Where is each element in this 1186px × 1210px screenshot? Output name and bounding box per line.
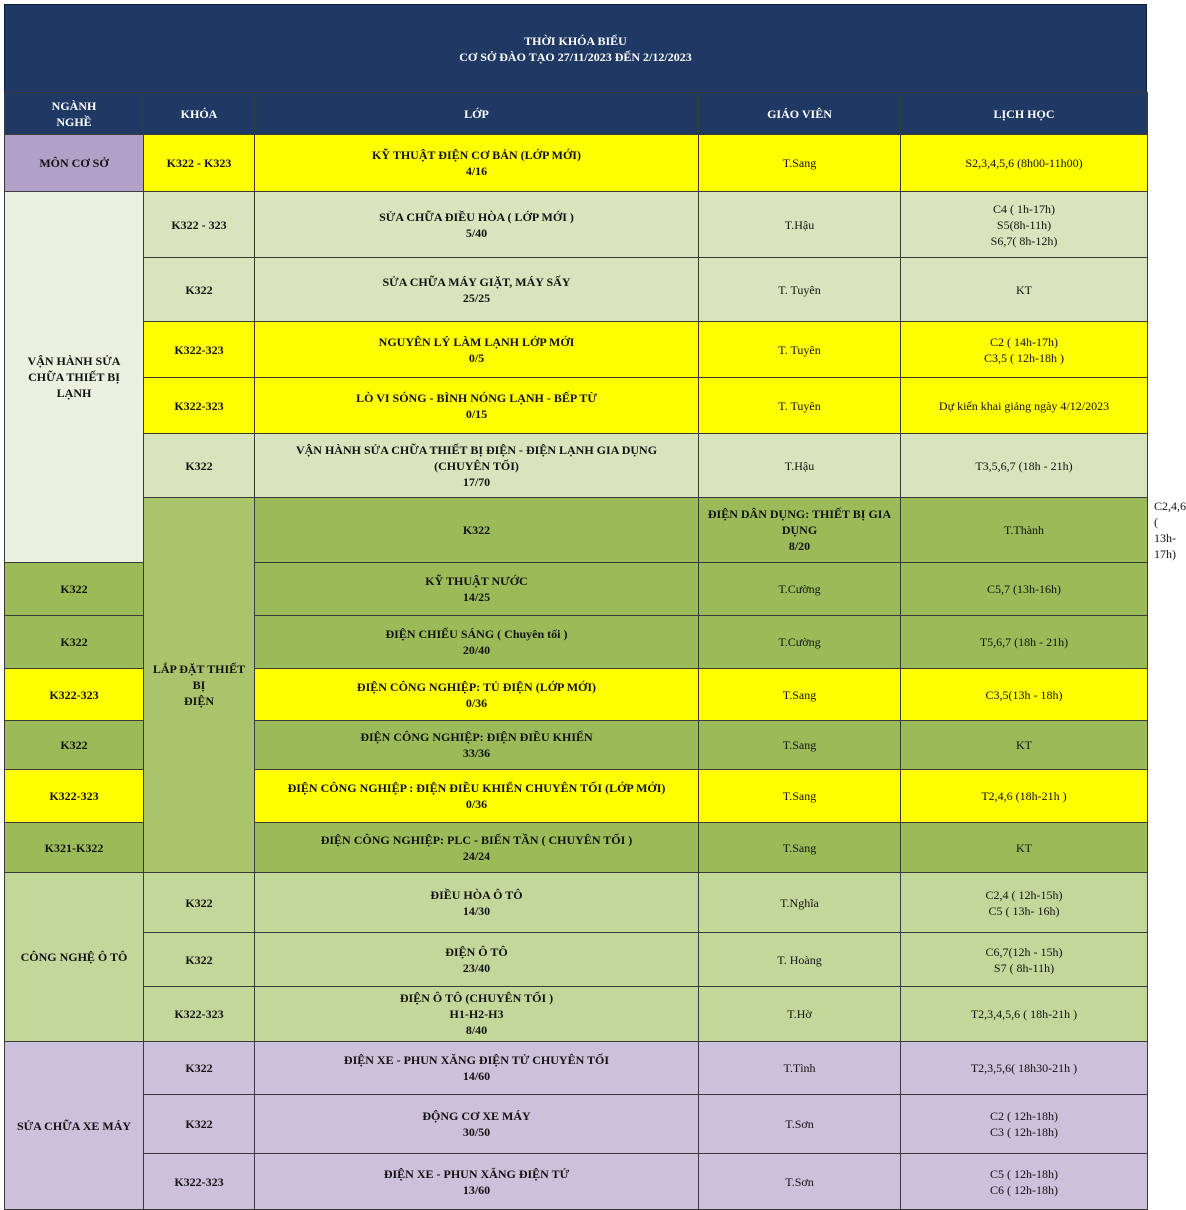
lop-cell: ĐIỆN CÔNG NGHIỆP : ĐIỆN ĐIỀU KHIỂN CHUYÊN TỐI (LỚP MỚI) 0/36 [255, 770, 699, 823]
khoa-cell: K322 [5, 563, 144, 616]
giao-vien-cell: T.Cường [699, 563, 901, 616]
lop-cell: NGUYÊN LÝ LÀM LẠNH LỚP MỚI 0/5 [255, 322, 699, 378]
khoa-cell: K322 [255, 498, 699, 563]
title-line-2: CƠ SỞ ĐÀO TẠO 27/11/2023 ĐẾN 2/12/2023 [459, 50, 692, 64]
lich-hoc-cell: T2,3,4,5,6 ( 18h-21h ) [901, 987, 1148, 1042]
lop-cell: ĐỘNG CƠ XE MÁY 30/50 [255, 1095, 699, 1154]
giao-vien-cell: T.Hậu [699, 192, 901, 258]
timetable-title [4, 4, 1147, 94]
giao-vien-cell: T.Sang [699, 721, 901, 770]
header-lich-hoc: LỊCH HỌC [901, 93, 1148, 135]
lop-cell: ĐIỀU HÒA Ô TÔ 14/30 [255, 873, 699, 933]
lich-hoc-cell: C4 ( 1h-17h) S5(8h-11h) S6,7( 8h-12h) [901, 192, 1148, 258]
lich-hoc-cell: C5,7 (13h-16h) [901, 563, 1148, 616]
lich-hoc-cell: KT [901, 258, 1148, 322]
khoa-cell: K322-323 [144, 1154, 255, 1210]
lop-cell: SỬA CHỮA MÁY GIẶT, MÁY SẤY 25/25 [255, 258, 699, 322]
khoa-cell: K322 [144, 933, 255, 987]
group-lap-dat-thiet-bi-dien: LẮP ĐẶT THIẾT BỊ ĐIỆN [144, 498, 255, 873]
lich-hoc-cell: C6,7(12h - 15h) S7 ( 8h-11h) [901, 933, 1148, 987]
khoa-cell: K321-K322 [5, 823, 144, 873]
header-khoa: KHÓA [144, 93, 255, 135]
lich-hoc-cell: KT [901, 721, 1148, 770]
lich-hoc-cell: C5 ( 12h-18h) C6 ( 12h-18h) [901, 1154, 1148, 1210]
table-row [5, 434, 1148, 498]
giao-vien-cell: T.Sơn [699, 1154, 901, 1210]
lich-hoc-cell: S2,3,4,5,6 (8h00-11h00) [901, 135, 1148, 192]
lich-hoc-cell: KT [901, 823, 1148, 873]
giao-vien-cell: T. Tuyên [699, 322, 901, 378]
lich-hoc-cell: T5,6,7 (18h - 21h) [901, 616, 1148, 669]
lop-cell: KỸ THUẬT NƯỚC 14/25 [255, 563, 699, 616]
table-row [5, 1095, 1148, 1154]
lop-cell: ĐIỆN Ô TÔ (CHUYÊN TỐI ) H1-H2-H3 8/40 [255, 987, 699, 1042]
lop-cell: ĐIỆN CÔNG NGHIỆP: PLC - BIẾN TẦN ( CHUYÊN TỐI ) 24/24 [255, 823, 699, 873]
group-cong-nghe-o-to: CÔNG NGHỆ Ô TÔ [5, 873, 144, 1042]
giao-vien-cell: T.Hờ [699, 987, 901, 1042]
lich-hoc-cell: T2,4,6 (18h-21h ) [901, 770, 1148, 823]
table-row [5, 1042, 1148, 1095]
khoa-cell: K322 [144, 434, 255, 498]
header-lop: LỚP [255, 93, 699, 135]
table-row [5, 378, 1148, 434]
lop-cell: LÒ VI SÓNG - BÌNH NÓNG LẠNH - BẾP TỪ 0/15 [255, 378, 699, 434]
lop-cell: ĐIỆN Ô TÔ 23/40 [255, 933, 699, 987]
group-mon-co-so: MÔN CƠ SỞ [5, 135, 144, 192]
khoa-cell: K322-323 [144, 322, 255, 378]
giao-vien-cell: T.Hậu [699, 434, 901, 498]
lop-cell: ĐIỆN CHIẾU SÁNG ( Chuyên tối ) 20/40 [255, 616, 699, 669]
header-giao-vien: GIÁO VIÊN [699, 93, 901, 135]
lop-cell: ĐIỆN CÔNG NGHIỆP: TỦ ĐIỆN (LỚP MỚI) 0/36 [255, 669, 699, 721]
header-row [5, 93, 1148, 135]
timetable [4, 92, 1186, 1210]
table-row [5, 933, 1148, 987]
table-row [5, 322, 1148, 378]
lich-hoc-cell: Dự kiến khai giảng ngày 4/12/2023 [901, 378, 1148, 434]
khoa-cell: K322-323 [144, 987, 255, 1042]
giao-vien-cell: T.Cường [699, 616, 901, 669]
table-row: LẮP ĐẶT THIẾT BỊ ĐIỆN K322 ĐIỆN DÂN DỤNG: THIẾT BỊ GIA DỤNG 8/20 T.Thành C2,4,6 ( 13h-17h) [5, 498, 1148, 563]
table-row [5, 135, 1148, 192]
header-nganh-nghe: NGÀNH NGHỀ [5, 93, 144, 135]
giao-vien-cell: T.Sang [699, 135, 901, 192]
khoa-cell: K322-323 [5, 770, 144, 823]
giao-vien-cell: T.Sang [699, 669, 901, 721]
khoa-cell: K322 [144, 873, 255, 933]
khoa-cell: K322 - 323 [144, 192, 255, 258]
lop-cell: ĐIỆN CÔNG NGHIỆP: ĐIỆN ĐIỀU KHIỂN 33/36 [255, 721, 699, 770]
table-row [5, 1154, 1148, 1210]
khoa-cell: K322 - K323 [144, 135, 255, 192]
khoa-cell: K322 [5, 721, 144, 770]
table-row [5, 987, 1148, 1042]
khoa-cell: K322 [144, 1042, 255, 1095]
giao-vien-cell: T.Sang [699, 823, 901, 873]
table-row [5, 873, 1148, 933]
lich-hoc-cell: C2,4 ( 12h-15h) C5 ( 13h- 16h) [901, 873, 1148, 933]
giao-vien-cell: T.Tình [699, 1042, 901, 1095]
khoa-cell: K322 [144, 258, 255, 322]
khoa-cell: K322-323 [5, 669, 144, 721]
lop-cell: ĐIỆN XE - PHUN XĂNG ĐIỆN TỬ 13/60 [255, 1154, 699, 1210]
khoa-cell: K322-323 [144, 378, 255, 434]
giao-vien-cell: T. Tuyên [699, 258, 901, 322]
lop-cell: SỬA CHỮA ĐIỀU HÒA ( LỚP MỚI ) 5/40 [255, 192, 699, 258]
table-row [5, 192, 1148, 258]
lich-hoc-cell: T2,3,5,6( 18h30-21h ) [901, 1042, 1148, 1095]
giao-vien-cell: T.Nghĩa [699, 873, 901, 933]
lop-cell: VẬN HÀNH SỬA CHỮA THIẾT BỊ ĐIỆN - ĐIỆN LẠNH GIA DỤNG (CHUYÊN TỐI) 17/70 [255, 434, 699, 498]
lich-hoc-cell: C3,5(13h - 18h) [901, 669, 1148, 721]
lop-cell: ĐIỆN DÂN DỤNG: THIẾT BỊ GIA DỤNG 8/20 [699, 498, 901, 563]
group-sua-chua-xe-may: SỬA CHỮA XE MÁY [5, 1042, 144, 1210]
lich-hoc-cell: C2 ( 14h-17h) C3,5 ( 12h-18h ) [901, 322, 1148, 378]
lop-cell: ĐIỆN XE - PHUN XĂNG ĐIỆN TỬ CHUYÊN TỐI 14/60 [255, 1042, 699, 1095]
title-line-1: THỜI KHÓA BIỂU [524, 34, 627, 48]
khoa-cell: K322 [144, 1095, 255, 1154]
giao-vien-cell: T. Tuyên [699, 378, 901, 434]
lich-hoc-cell: T3,5,6,7 (18h - 21h) [901, 434, 1148, 498]
lop-cell: KỸ THUẬT ĐIỆN CƠ BẢN (LỚP MỚI) 4/16 [255, 135, 699, 192]
khoa-cell: K322 [5, 616, 144, 669]
giao-vien-cell: T.Sang [699, 770, 901, 823]
giao-vien-cell: T.Sơn [699, 1095, 901, 1154]
giao-vien-cell: T.Thành [901, 498, 1148, 563]
lich-hoc-cell: C2 ( 12h-18h) C3 ( 12h-18h) [901, 1095, 1148, 1154]
giao-vien-cell: T. Hoàng [699, 933, 901, 987]
group-van-hanh-sua-chua: VẬN HÀNH SỬA CHỮA THIẾT BỊ LẠNH [5, 192, 144, 563]
table-row [5, 258, 1148, 322]
